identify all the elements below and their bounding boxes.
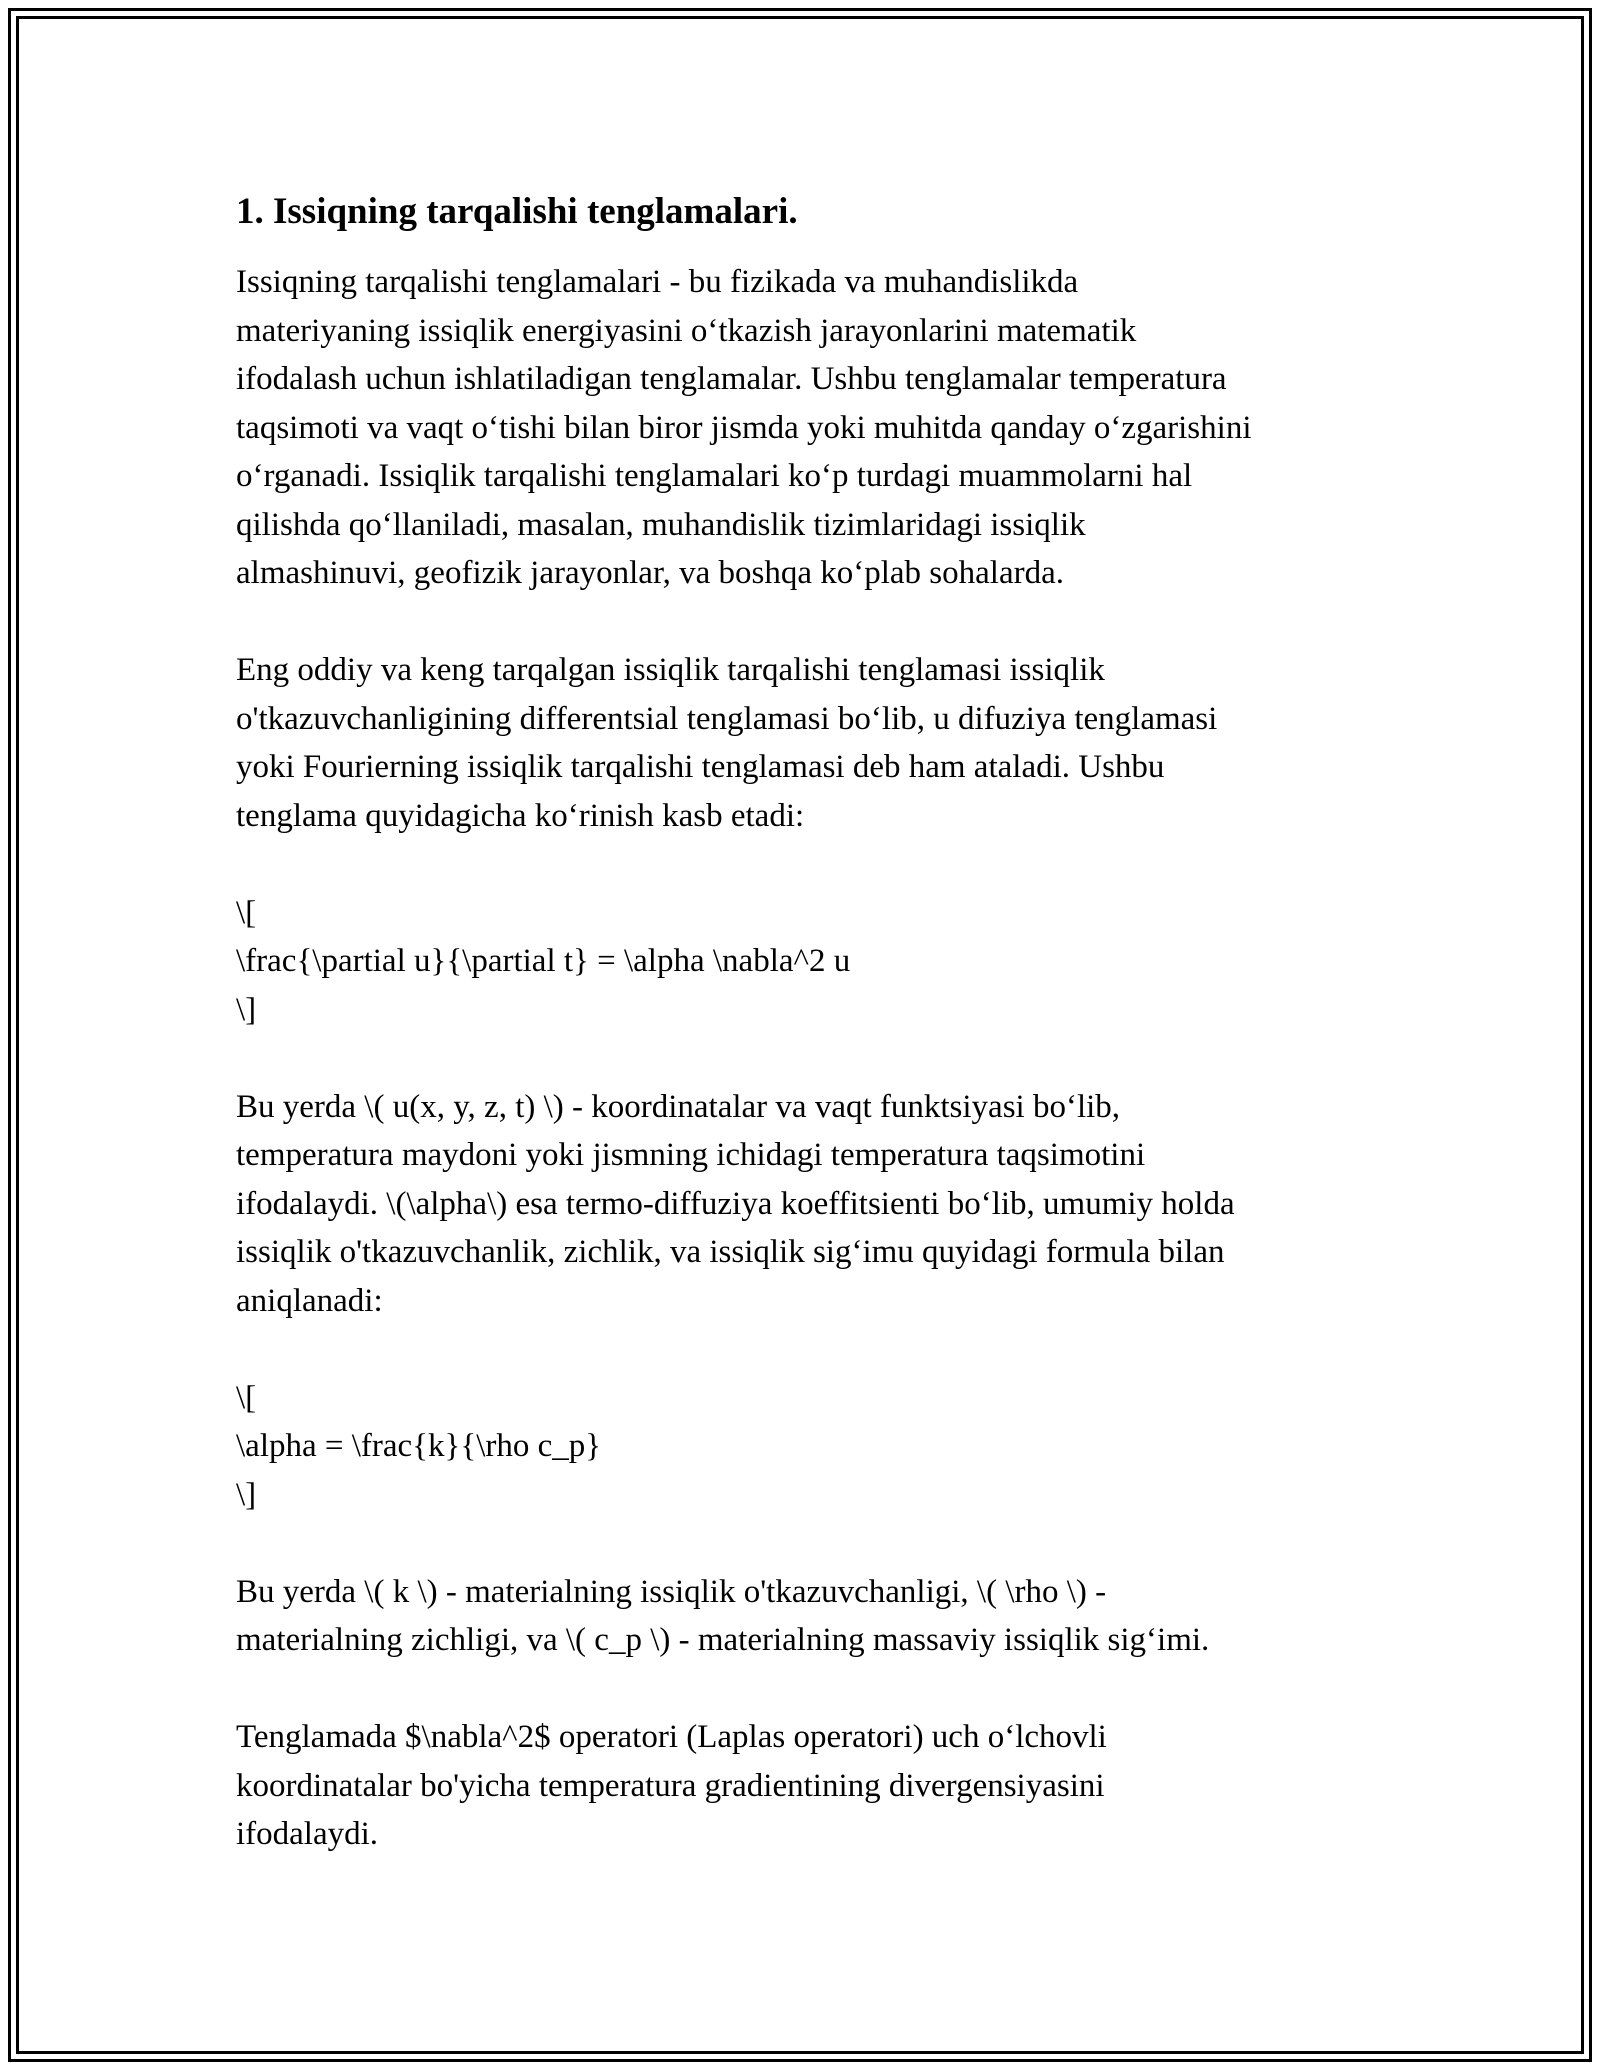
section-heading: 1. Issiqning tarqalishi tenglamalari. xyxy=(236,191,798,232)
paragraph-heat-equation: Eng oddiy va keng tarqalgan issiqlik tarqalishi tenglamasi issiqlik o'tkazuvchanligining differentsial tenglamasi bo‘lib, u difuziya tenglamasi yoki Fourierning issiqlik tarqalishi tenglamasi deb ham ataladi. Ushbu tenglama quyidagicha ko‘rinish kasb etadi: xyxy=(236,652,1218,834)
formula-diffusivity: \[ \alpha = \frac{k}{\rho c_p} \] xyxy=(236,1379,602,1513)
paragraph-laplace: Tenglamada $\nabla^2$ operatori (Laplas operatori) uch o‘lchovli koordinatalar bo'yicha temperatura gradientining divergensiyasini ifodalaydi. xyxy=(236,1719,1107,1852)
paragraph-variables: Bu yerda \( u(x, y, z, t) \) - koordinatalar va vaqt funktsiyasi bo‘lib, temperatura maydoni yoki jismning ichidagi temperatura taqsimotini ifodalaydi. \(\alpha\) esa termo-diffuziya koeffitsienti bo‘lib, umumiy holda issiqlik o'tkazuvchanlik, zichlik, va issiqlik sig‘imu quyidagi formula bilan aniqlanadi: xyxy=(236,1088,1235,1319)
paragraph-intro: Issiqning tarqalishi tenglamalari - bu fizikada va muhandislikda materiyaning issiqlik energiyasini o‘tkazish jarayonlarini matematik ifodalash uchun ishlatiladigan tenglamalar. Ushbu tenglamalar temperatura taqsimoti va vaqt o‘tishi bilan biror jismda yoki muhitda qanday o‘zgarishini o‘rganadi. Issiqlik tarqalishi tenglamalari ko‘p turdagi muammolarni hal qilishda qo‘llaniladi, masalan, muhandislik tizimlaridagi issiqlik almashinuvi, geofizik jarayonlar, va boshqa ko‘plab sohalarda. xyxy=(236,264,1252,591)
formula-heat-equation: \[ \frac{\partial u}{\partial t} = \alpha \nabla^2 u \] xyxy=(236,894,851,1028)
paragraph-constants: Bu yerda \( k \) - materialning issiqlik o'tkazuvchanligi, \( \rho \) - materialning zichligi, va \( c_p \) - materialning massaviy issiqlik sig‘imi. xyxy=(236,1573,1210,1658)
document-body xyxy=(236,188,1376,1859)
